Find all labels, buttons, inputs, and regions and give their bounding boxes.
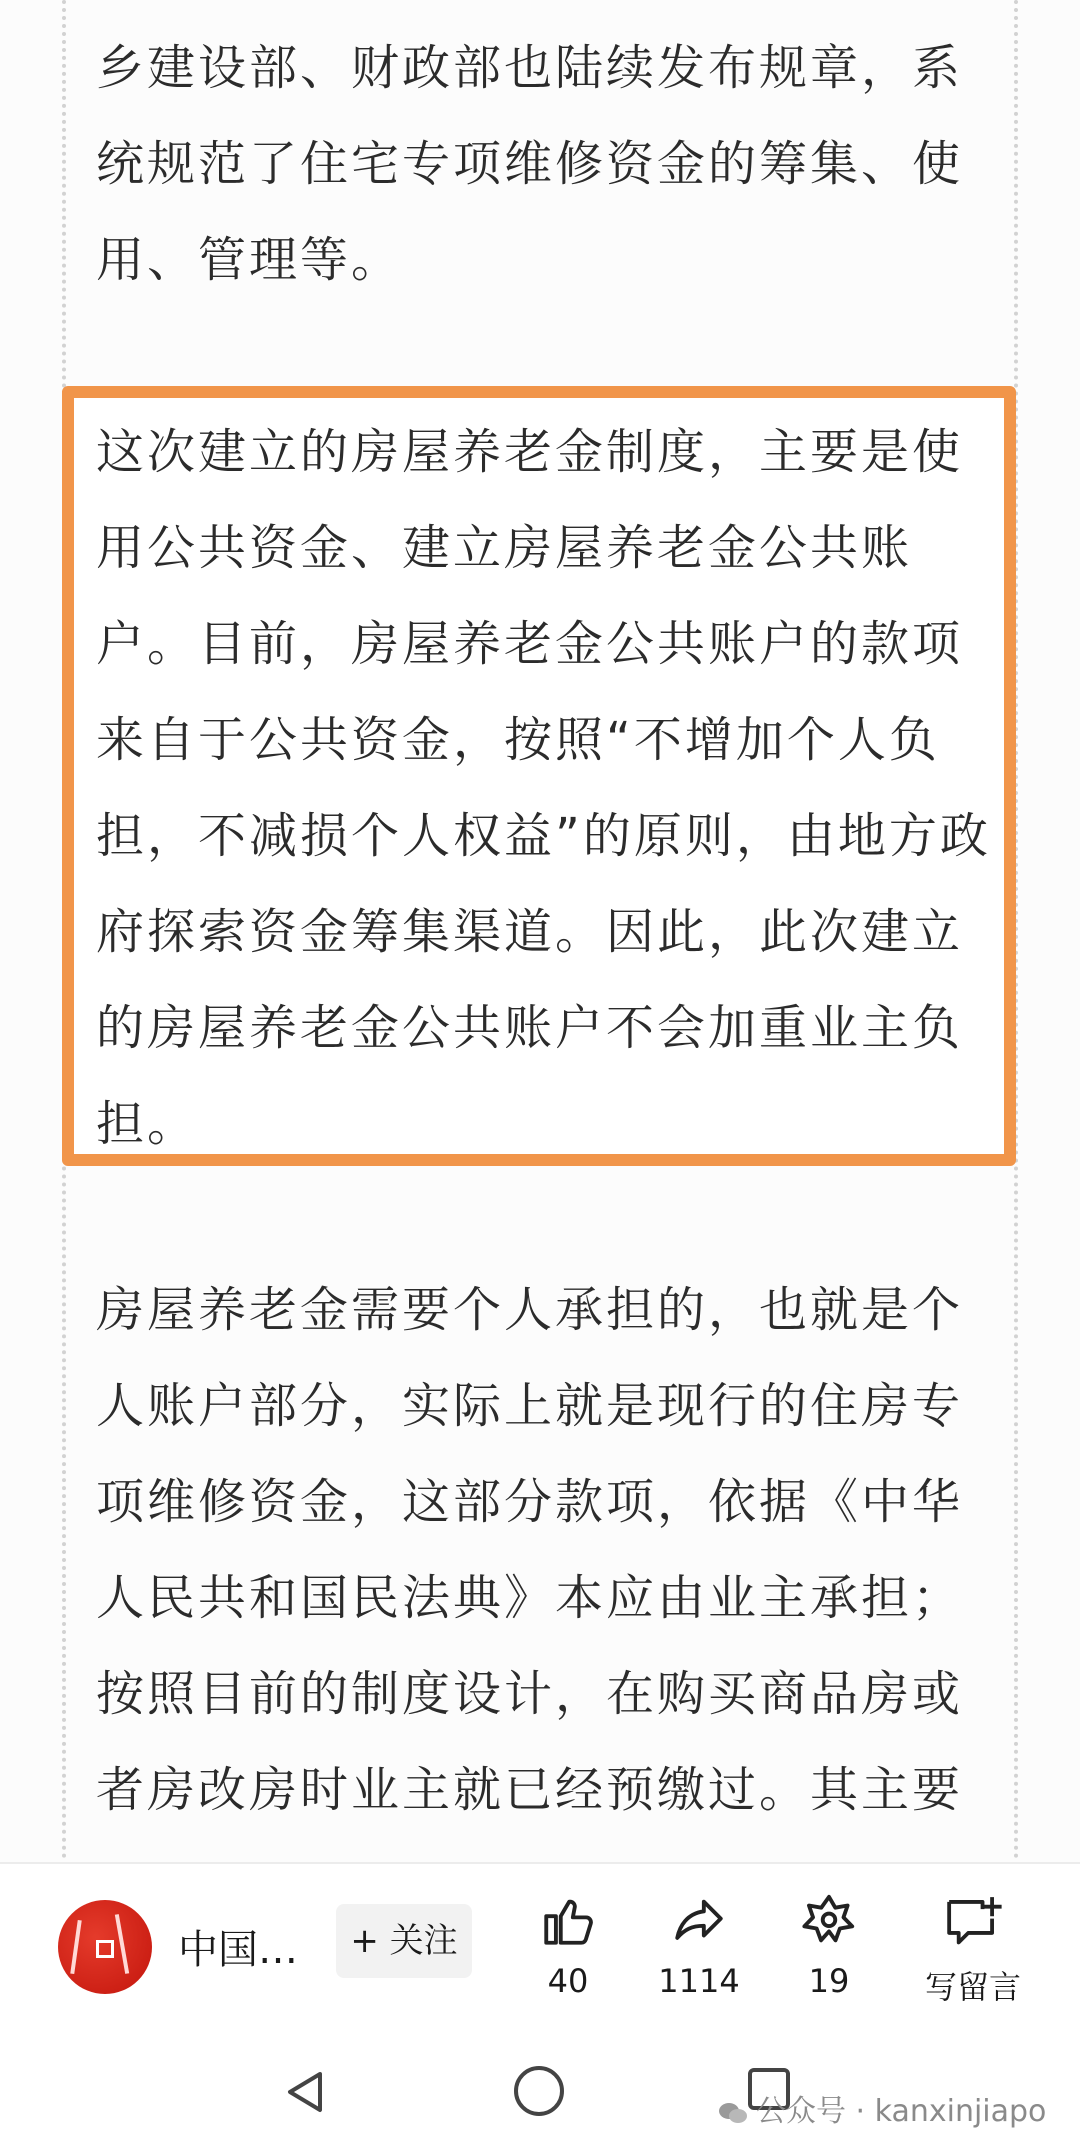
text-line: 项维修资金，这部分款项，依据《中华 (96, 1474, 964, 1530)
like-count: 40 (547, 1962, 589, 2000)
avatar-brush-stroke (70, 1920, 81, 1974)
text-line: 担。 (96, 1096, 199, 1152)
share-arrow-icon (670, 1892, 728, 1950)
flower-star-icon (800, 1892, 858, 1950)
recommend-button[interactable] (764, 1892, 894, 2000)
text-line: 的房屋养老金公共账户不会加重业主负 (96, 1000, 964, 1056)
text-line: 统规范了住宅专项维修资金的筹集、使 (96, 136, 964, 192)
article-action-bar (0, 1862, 1080, 2020)
text-line: 按照目前的制度设计，在购买商品房或 (96, 1666, 964, 1722)
wechat-icon (718, 2101, 748, 2125)
comment-plus-icon (942, 1892, 1004, 1950)
text-line: 房屋养老金需要个人承担的，也就是个 (96, 1282, 964, 1338)
thumbs-up-icon (539, 1892, 597, 1950)
article-paragraph (96, 1262, 996, 1838)
text-line: 人民共和国民法典》本应由业主承担； (96, 1570, 964, 1626)
text-line: 者房改房时业主就已经预缴过。其主要 (96, 1762, 964, 1818)
text-line: 担，不减损个人权益”的原则，由地方政 (96, 808, 991, 864)
like-button[interactable] (503, 1892, 633, 2000)
back-triangle-icon[interactable] (282, 2068, 326, 2116)
home-circle-icon[interactable] (514, 2066, 564, 2116)
account-name[interactable]: 中国… (178, 1927, 298, 1973)
recommend-count: 19 (808, 1962, 850, 2000)
highlighted-paragraph (96, 404, 996, 1172)
text-line: 府探索资金筹集渠道。因此，此次建立 (96, 904, 964, 960)
text-line: 人账户部分，实际上就是现行的住房专 (96, 1378, 964, 1434)
text-line: 来自于公共资金，按照“不增加个人负 (96, 712, 940, 768)
text-line: 用、管理等。 (96, 232, 403, 288)
watermark (718, 2086, 1046, 2130)
write-comment-button[interactable] (898, 1892, 1048, 2008)
text-line: 用公共资金、建立房屋养老金公共账 (96, 520, 913, 576)
avatar-brush-stroke (115, 1914, 129, 1974)
account-avatar[interactable] (58, 1900, 152, 1994)
follow-button[interactable]: + 关注 (336, 1904, 472, 1978)
share-button[interactable] (634, 1892, 764, 2000)
article-paragraph (96, 20, 996, 308)
text-line: 这次建立的房屋养老金制度，主要是使 (96, 424, 964, 480)
share-count: 1114 (658, 1962, 740, 2000)
watermark-text: 公众号 · kanxinjiapo (756, 2094, 1047, 2129)
text-line: 乡建设部、财政部也陆续发布规章，系 (96, 40, 964, 96)
write-comment-label: 写留言 (924, 1968, 1021, 2006)
avatar-seal (96, 1940, 114, 1958)
text-line: 户。目前，房屋养老金公共账户的款项 (96, 616, 964, 672)
